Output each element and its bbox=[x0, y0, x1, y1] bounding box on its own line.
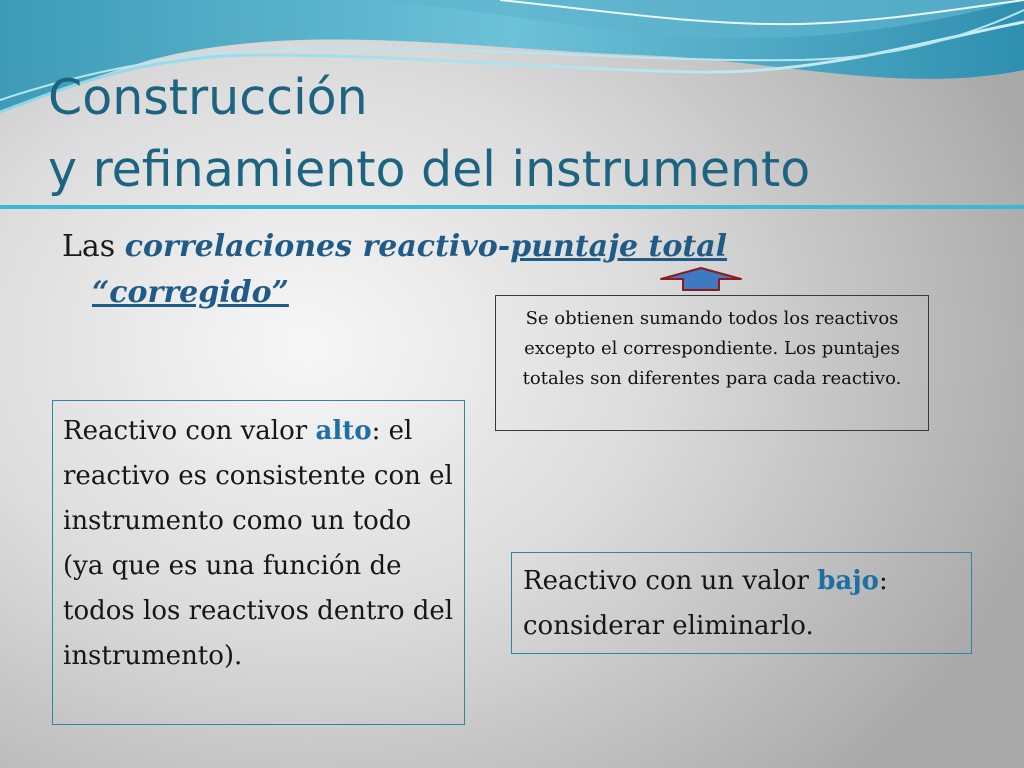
high-box-suffix: : el reactivo es consistente con el instrumento como un todo (ya que es una función de todos los reactivos dentro del instrumento). bbox=[63, 416, 454, 671]
low-value-box bbox=[511, 552, 972, 654]
subtitle-term-puntaje: puntaje total bbox=[510, 229, 728, 264]
note-box-text: Se obtienen sumando todos los reactivos excepto el correspondiente. Los puntajes totales son diferentes para cada reactivo. bbox=[522, 308, 902, 389]
high-box-keyword: alto bbox=[315, 416, 372, 446]
slide-title-line2: y refinamiento del instrumento bbox=[48, 141, 811, 198]
slide-title-line1: Construcción bbox=[48, 69, 368, 126]
title-divider bbox=[0, 205, 1024, 209]
subtitle-term-corregido: “corregido” bbox=[92, 275, 289, 310]
high-box-prefix: Reactivo con valor bbox=[63, 416, 316, 446]
low-box-keyword: bajo bbox=[817, 566, 880, 596]
subtitle-term-correlaciones: correlaciones reactivo- bbox=[124, 229, 511, 264]
note-box bbox=[495, 295, 929, 431]
slide-title bbox=[48, 62, 810, 206]
subtitle-lead: Las bbox=[62, 229, 125, 264]
high-value-box bbox=[52, 400, 465, 725]
up-arrow-icon bbox=[659, 266, 743, 292]
low-box-prefix: Reactivo con un valor bbox=[523, 566, 818, 596]
low-box-suffix: : considerar eliminarlo. bbox=[523, 566, 888, 641]
